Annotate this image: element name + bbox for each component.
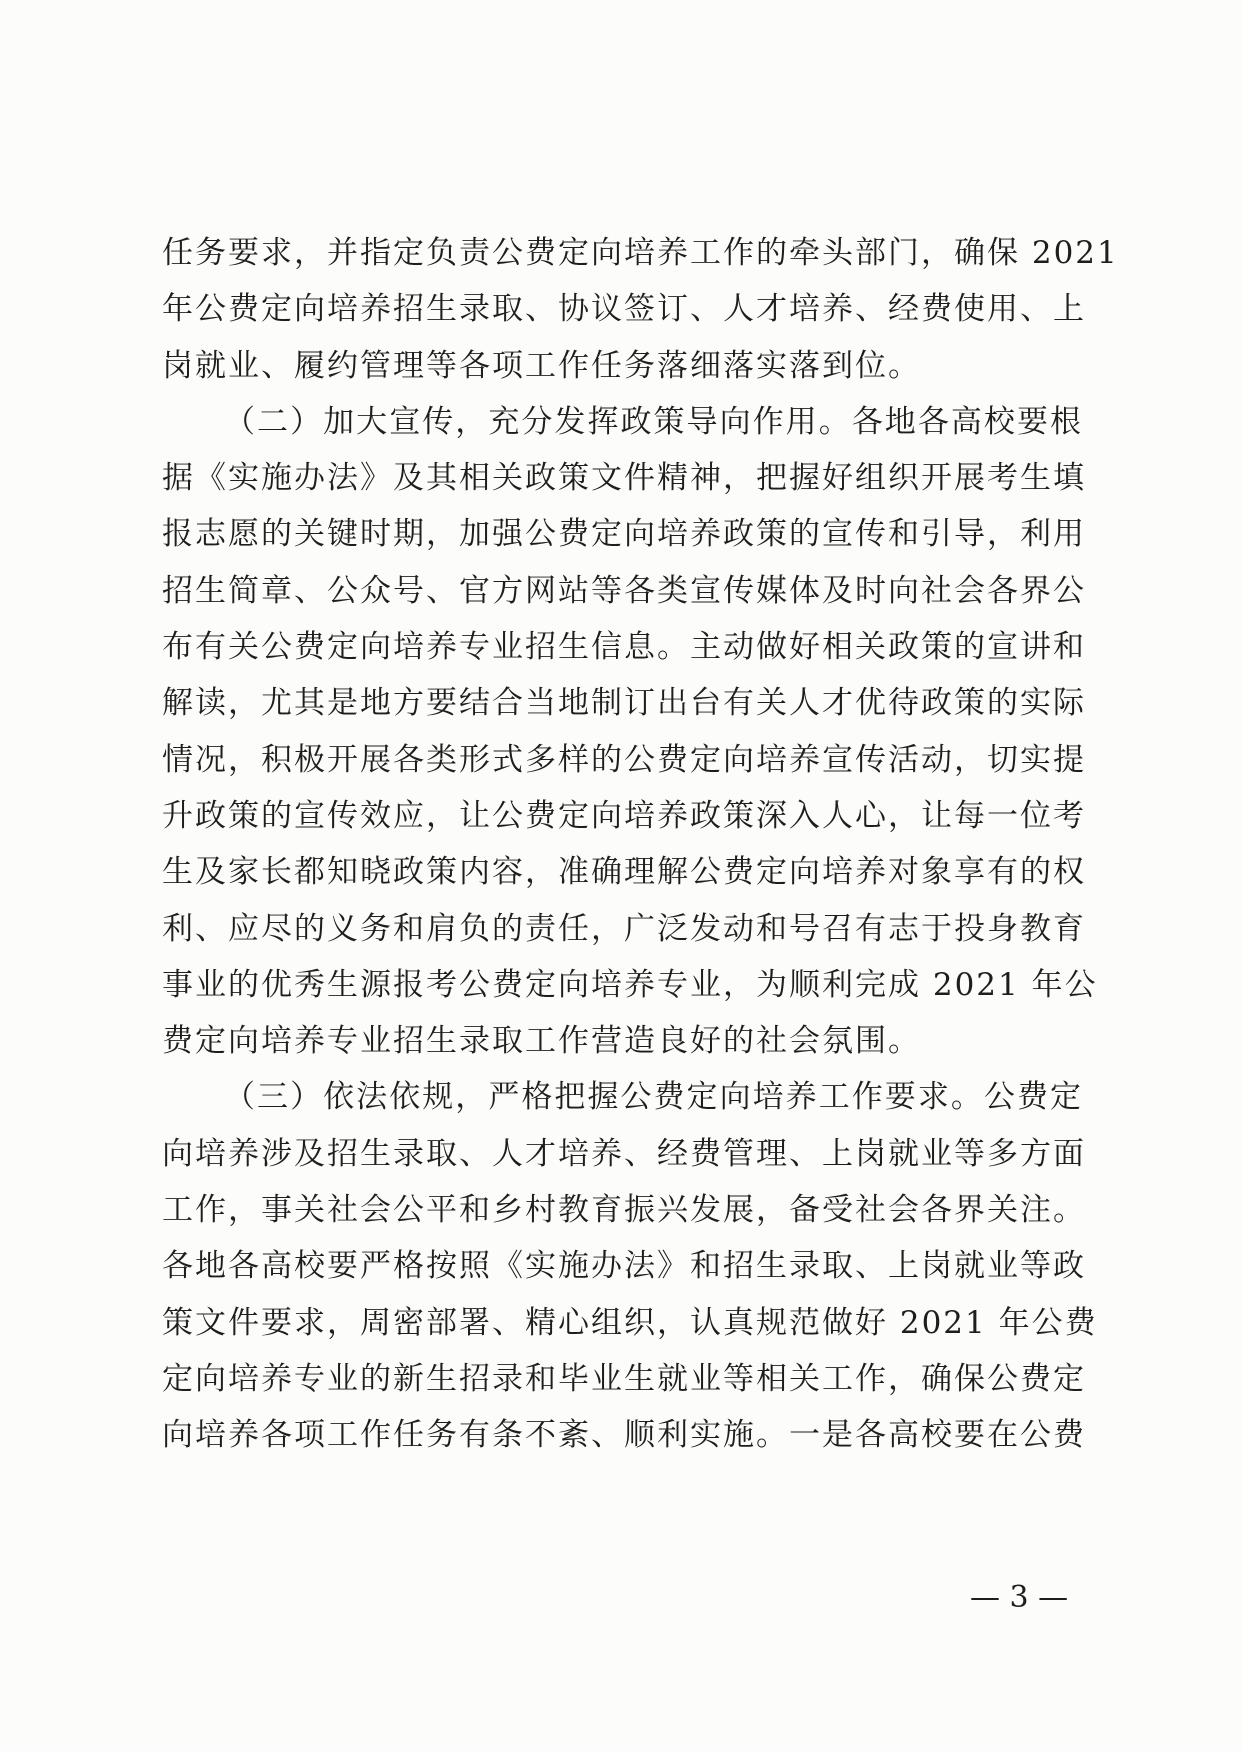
body-text-line: 情况，积极开展各类形式多样的公费定向培养宣传活动，切实提 [162, 741, 1086, 778]
body-text-line: 向培养涉及招生录取、人才培养、经费管理、上岗就业等多方面 [162, 1135, 1086, 1172]
body-text-line: 年公费定向培养招生录取、协议签订、人才培养、经费使用、上 [162, 291, 1086, 328]
document-body [162, 225, 1119, 1464]
body-text-line: 报志愿的关键时期，加强公费定向培养政策的宣传和引导，利用 [162, 516, 1086, 553]
body-text-line: 生及家长都知晓政策内容，准确理解公费定向培养对象享有的权 [162, 854, 1086, 891]
body-text-line: 利、应尽的义务和肩负的责任，广泛发动和号召有志于投身教育 [162, 910, 1086, 947]
body-text-line: 任务要求，并指定负责公费定向培养工作的牵头部门，确保 2021 [162, 235, 1119, 271]
body-text-line: 费定向培养专业招生录取工作营造良好的社会氛围。 [162, 1023, 921, 1060]
body-text-line: 据《实施办法》及其相关政策文件精神，把握好组织开展考生填 [162, 460, 1086, 497]
body-text-line: 解读，尤其是地方要结合当地制订出台有关人才优待政策的实际 [162, 685, 1086, 722]
body-text-line: 策文件要求，周密部署、精心组织，认真规范做好 2021 年公费 [162, 1304, 1098, 1341]
body-text-line: 升政策的宣传效应，让公费定向培养政策深入人心，让每一位考 [162, 797, 1086, 834]
body-text-line: 布有关公费定向培养专业招生信息。主动做好相关政策的宣讲和 [162, 629, 1086, 666]
body-text-line: 招生简章、公众号、官方网站等各类宣传媒体及时向社会各界公 [162, 572, 1086, 609]
body-text-line: 工作，事关社会公平和乡村教育振兴发展，备受社会各界关注。 [162, 1192, 1086, 1229]
body-text-line: 岗就业、履约管理等各项工作任务落细落实落到位。 [162, 347, 921, 384]
body-text-line: （二）加大宣传，充分发挥政策导向作用。各地各高校要根 [224, 403, 1083, 440]
body-text-line: 各地各高校要严格按照《实施办法》和招生录取、上岗就业等政 [162, 1248, 1086, 1285]
body-text-line: 定向培养专业的新生招录和毕业生就业等相关工作，确保公费定 [162, 1360, 1086, 1397]
body-text-line: 向培养各项工作任务有条不紊、顺利实施。一是各高校要在公费 [162, 1417, 1086, 1454]
body-text-line: 事业的优秀生源报考公费定向培养专业，为顺利完成 2021 年公 [162, 966, 1098, 1003]
page-number: — 3 — [970, 1580, 1069, 1615]
body-text-line: （三）依法依规，严格把握公费定向培养工作要求。公费定 [224, 1079, 1083, 1116]
